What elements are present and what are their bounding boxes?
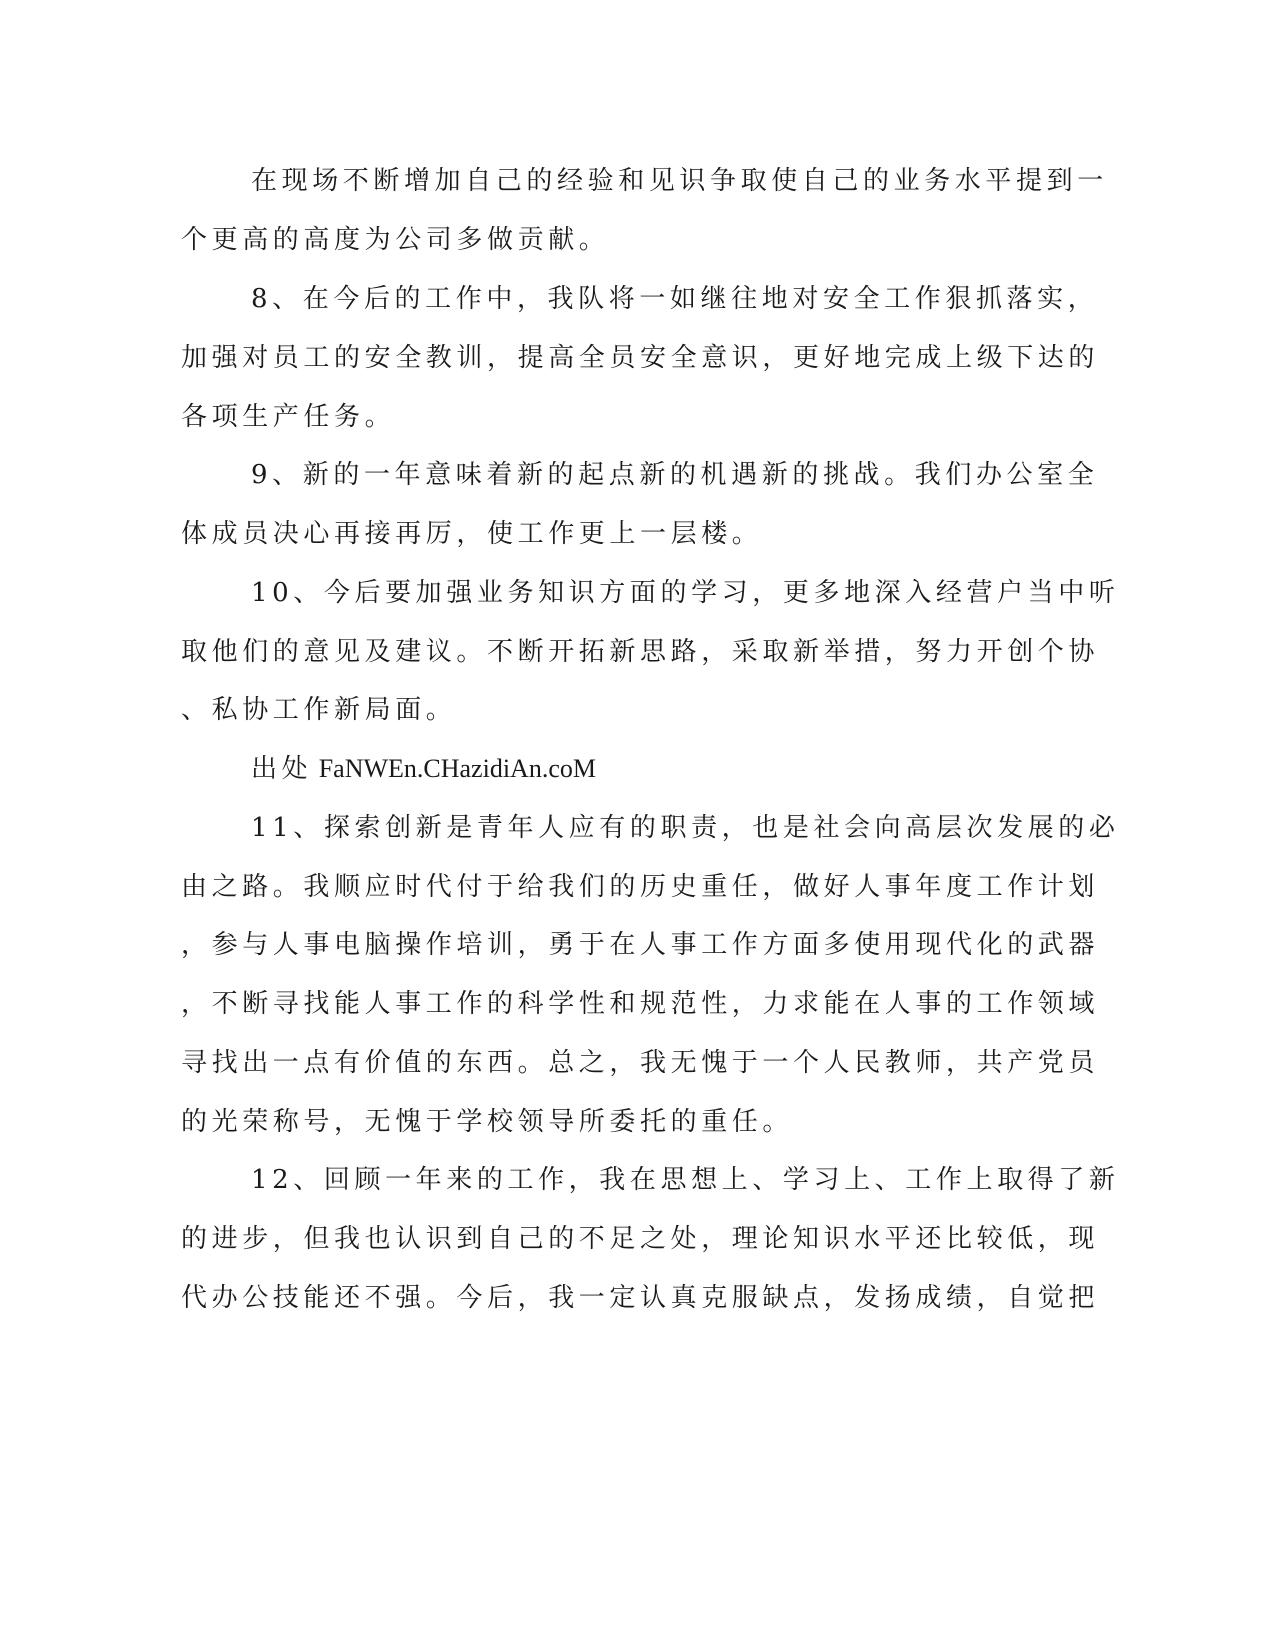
text-line: 体成员决心再接再厉，使工作更上一层楼。 [181, 519, 763, 549]
text-line: 、私协工作新局面。 [181, 695, 457, 725]
text-line: 在现场不断增加自己的经验和见识争取使自己的业务水平提到一 [251, 166, 1108, 196]
text-line: 的光荣称号，无愧于学校领导所委托的重任。 [181, 1107, 794, 1137]
text-line: 寻找出一点有价值的东西。总之，我无愧于一个人民教师，共产党员 [181, 1048, 1100, 1078]
text-line: 各项生产任务。 [181, 402, 396, 432]
text-line: 取他们的意见及建议。不断开拓新思路，采取新举措，努力开创个协 [181, 637, 1100, 667]
text-line: 9、新的一年意味着新的起点新的机遇新的挑战。我们办公室全 [251, 460, 1099, 490]
text-line: ，参与人事电脑操作培训，勇于在人事工作方面多使用现代化的武器 [181, 930, 1100, 960]
text-line: 代办公技能还不强。今后，我一定认真克服缺点，发扬成绩，自觉把 [181, 1283, 1100, 1313]
text-line: 11、探索创新是青年人应有的职责，也是社会向高层次发展的必 [251, 813, 1120, 843]
text-line: 个更高的高度为公司多做贡献。 [181, 225, 610, 255]
text-line: 的进步，但我也认识到自己的不足之处，理论知识水平还比较低，现 [181, 1224, 1100, 1254]
source-label: 出处 [251, 754, 313, 784]
text-line: 10、今后要加强业务知识方面的学习，更多地深入经营户当中听 [251, 578, 1120, 608]
text-line: 加强对员工的安全教训，提高全员安全意识，更好地完成上级下达的 [181, 343, 1100, 373]
source-site: FaNWEn.CHazidiAn.coM [318, 754, 596, 783]
text-line: 8、在今后的工作中，我队将一如继往地对安全工作狠抓落实， [251, 284, 1099, 314]
text-line: ，不断寻找能人事工作的科学性和规范性，力求能在人事的工作领域 [181, 989, 1100, 1019]
text-line: 由之路。我顺应时代付于给我们的历史重任，做好人事年度工作计划 [181, 872, 1100, 902]
text-line: 12、回顾一年来的工作，我在思想上、学习上、工作上取得了新 [251, 1165, 1120, 1195]
source-line [251, 749, 596, 789]
